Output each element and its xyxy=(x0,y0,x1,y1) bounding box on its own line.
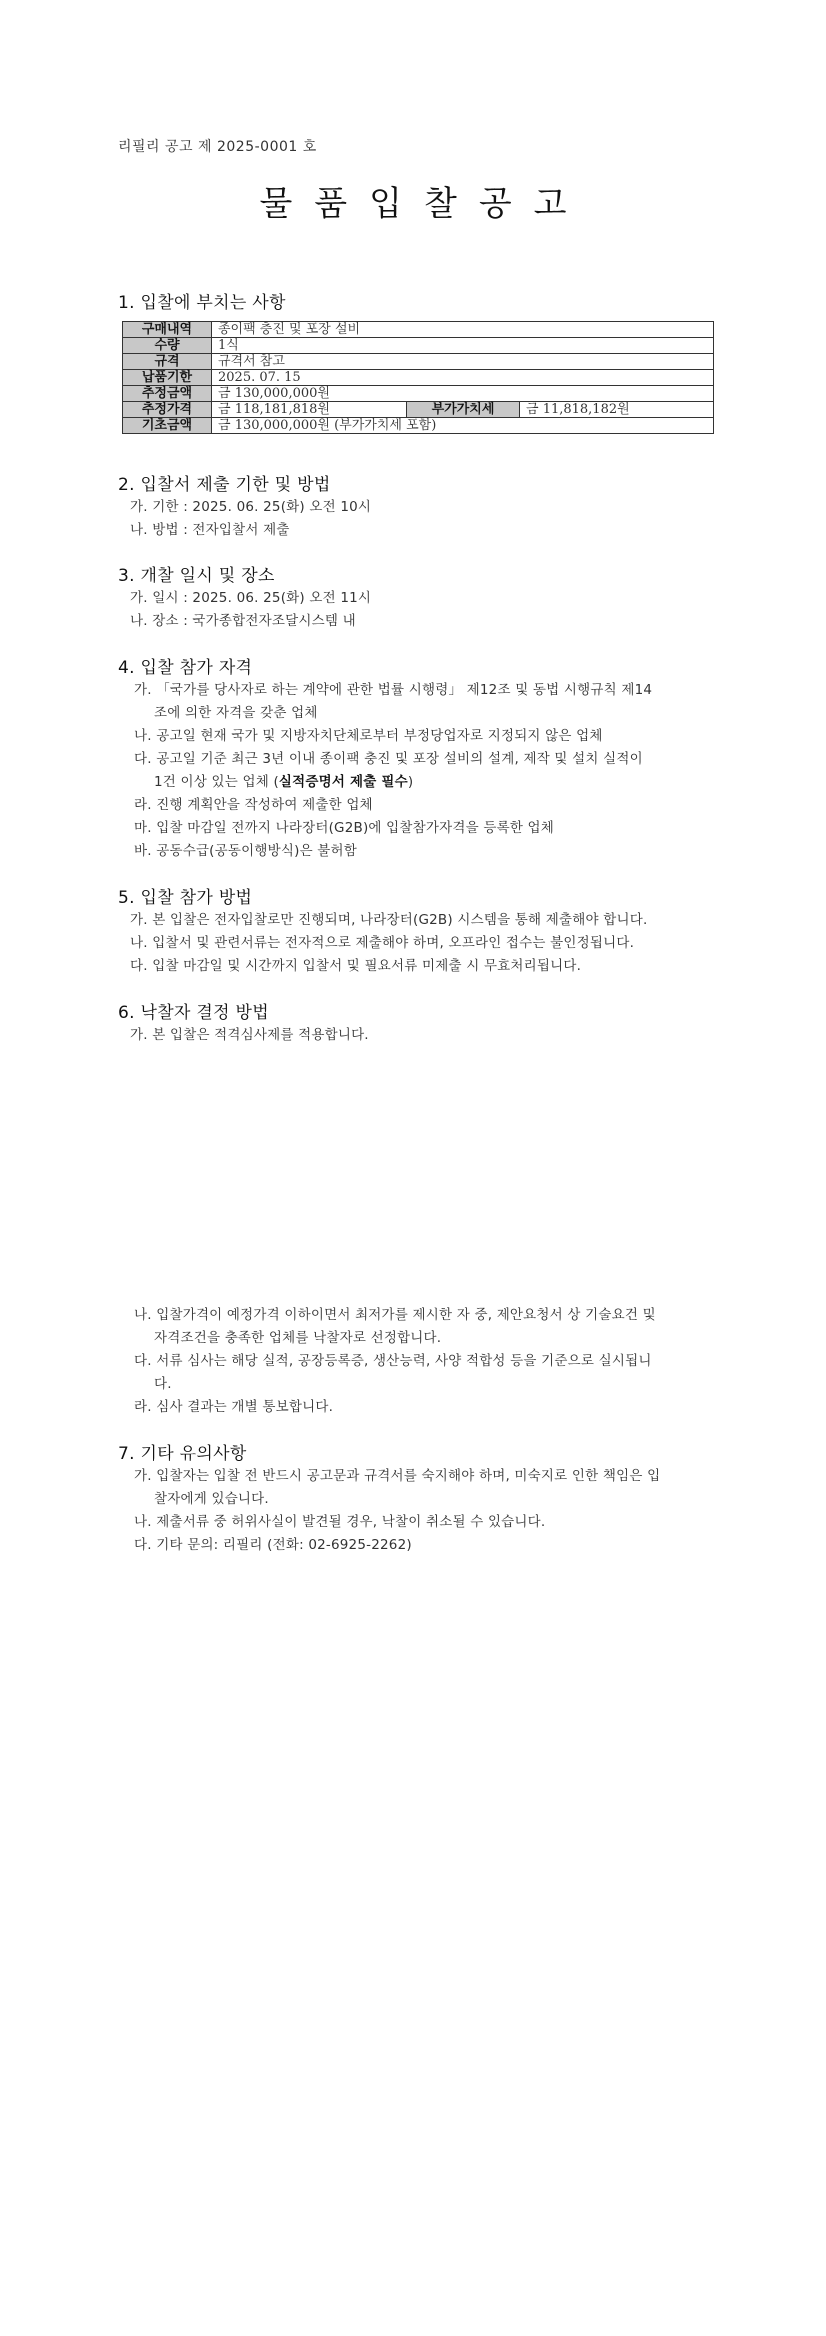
row-label: 구매내역 xyxy=(123,322,212,338)
row-label: 수량 xyxy=(123,338,212,354)
row-value: 1식 xyxy=(212,338,714,354)
list-item: 가. 「국가를 당사자로 하는 계약에 관한 법률 시행령」 제12조 및 동법 시행규칙 제14 xyxy=(134,682,653,698)
table-row xyxy=(123,322,714,338)
list-item-text-end: ) xyxy=(407,774,414,790)
row-label-vat: 부가가치세 xyxy=(407,402,520,418)
list-item-text: 1건 이상 있는 업체 ( xyxy=(154,774,279,790)
row-value-vat: 금 11,818,182원 xyxy=(520,402,714,418)
row-label: 기초금액 xyxy=(123,418,212,434)
notice-number: 리필리 공고 제 2025-0001 호 xyxy=(118,139,317,155)
table-row xyxy=(123,338,714,354)
table-row xyxy=(123,418,714,434)
list-item: 가. 기한 : 2025. 06. 25(화) 오전 10시 xyxy=(130,499,372,515)
list-item: 가. 본 입찰은 적격심사제를 적용합니다. xyxy=(130,1027,369,1043)
list-item: 가. 입찰자는 입찰 전 반드시 공고문과 규격서를 숙지해야 하며, 미숙지로 인한 책임은 입 xyxy=(134,1468,661,1484)
row-label: 추정금액 xyxy=(123,386,212,402)
section-7-heading: 7. 기타 유의사항 xyxy=(118,1444,247,1464)
table-row xyxy=(123,370,714,386)
row-value: 규격서 참고 xyxy=(212,354,714,370)
section-2-heading: 2. 입찰서 제출 기한 및 방법 xyxy=(118,475,331,495)
list-item-cont: 찰자에게 있습니다. xyxy=(154,1491,269,1507)
row-label: 규격 xyxy=(123,354,212,370)
list-item: 다. 공고일 기준 최근 3년 이내 종이팩 충진 및 포장 설비의 설계, 제작 및 설치 실적이 xyxy=(134,751,643,767)
row-label: 추정가격 xyxy=(123,402,212,418)
list-item: 나. 입찰서 및 관련서류는 전자적으로 제출해야 하며, 오프라인 접수는 불인정됩니다. xyxy=(130,935,635,951)
list-item-cont: 다. xyxy=(154,1376,172,1392)
list-item: 마. 입찰 마감일 전까지 나라장터(G2B)에 입찰참가자격을 등록한 업체 xyxy=(134,820,555,836)
list-item: 가. 본 입찰은 전자입찰로만 진행되며, 나라장터(G2B) 시스템을 통해 제출해야 합니다. xyxy=(130,912,648,928)
table-row xyxy=(123,354,714,370)
list-item: 다. 기타 문의: 리필리 (전화: 02-6925-2262) xyxy=(134,1537,412,1553)
list-item: 가. 일시 : 2025. 06. 25(화) 오전 11시 xyxy=(130,590,372,606)
row-value: 금 130,000,000원 xyxy=(212,386,714,402)
list-item: 나. 방법 : 전자입찰서 제출 xyxy=(130,522,290,538)
section-6-heading: 6. 낙찰자 결정 방법 xyxy=(118,1003,269,1023)
row-label: 납품기한 xyxy=(123,370,212,386)
bid-info-table xyxy=(122,321,714,434)
row-value: 2025. 07. 15 xyxy=(212,370,714,386)
section-1-heading: 1. 입찰에 부치는 사항 xyxy=(118,293,286,313)
list-item: 나. 장소 : 국가종합전자조달시스템 내 xyxy=(130,613,356,629)
section-4-heading: 4. 입찰 참가 자격 xyxy=(118,658,253,678)
list-item-cont xyxy=(154,773,413,791)
table-row xyxy=(123,386,714,402)
row-value: 종이팩 충진 및 포장 설비 xyxy=(212,322,714,338)
table-row xyxy=(123,402,714,418)
document-title: 물품입찰공고 xyxy=(259,184,589,224)
row-value: 금 118,181,818원 xyxy=(212,402,407,418)
list-item: 바. 공동수급(공동이행방식)은 불허함 xyxy=(134,843,358,859)
list-item-cont: 조에 의한 자격을 갖춘 업체 xyxy=(154,705,318,721)
list-item: 나. 제출서류 중 허위사실이 발견될 경우, 낙찰이 취소될 수 있습니다. xyxy=(134,1514,546,1530)
list-item: 라. 심사 결과는 개별 통보합니다. xyxy=(134,1399,334,1415)
required-proof-emphasis: 실적증명서 제출 필수 xyxy=(278,774,408,790)
list-item: 다. 입찰 마감일 및 시간까지 입찰서 및 필요서류 미제출 시 무효처리됩니다. xyxy=(130,958,582,974)
section-5-heading: 5. 입찰 참가 방법 xyxy=(118,888,253,908)
list-item: 나. 공고일 현재 국가 및 지방자치단체로부터 부정당업자로 지정되지 않은 업체 xyxy=(134,728,603,744)
list-item: 라. 진행 계획안을 작성하여 제출한 업체 xyxy=(134,797,373,813)
list-item: 다. 서류 심사는 해당 실적, 공장등록증, 생산능력, 사양 적합성 등을 기준으로 실시됩니 xyxy=(134,1353,652,1369)
row-value: 금 130,000,000원 (부가가치세 포함) xyxy=(212,418,714,434)
list-item: 나. 입찰가격이 예정가격 이하이면서 최저가를 제시한 자 중, 제안요청서 상 기술요건 및 xyxy=(134,1307,656,1323)
list-item-cont: 자격조건을 충족한 업체를 낙찰자로 선정합니다. xyxy=(154,1330,442,1346)
section-3-heading: 3. 개찰 일시 및 장소 xyxy=(118,566,275,586)
